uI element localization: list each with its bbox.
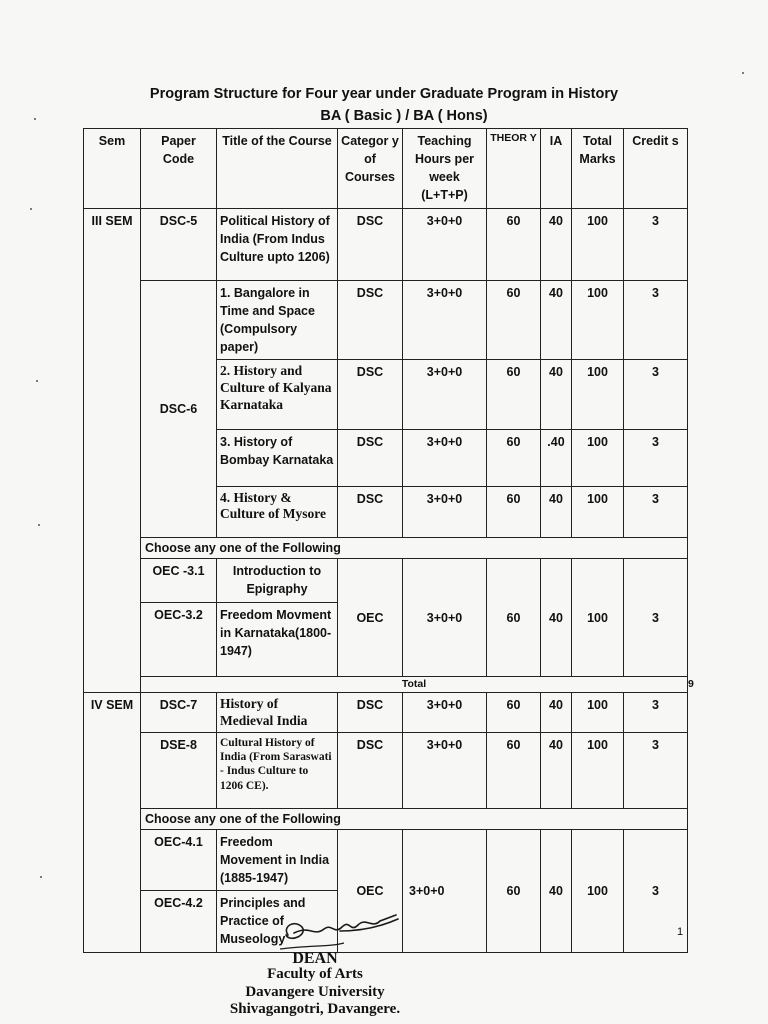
theory-marks: 60 <box>487 360 541 430</box>
ia-marks: 40 <box>541 487 572 538</box>
faculty-line: Faculty of Arts <box>267 966 363 982</box>
theory-marks: 60 <box>487 732 541 808</box>
credits: 3 <box>624 430 688 487</box>
scan-speck <box>742 72 744 74</box>
total-marks: 100 <box>572 559 624 677</box>
course-title: Introduction to Epigraphy <box>217 559 338 603</box>
credits: 3 <box>624 360 688 430</box>
theory-marks: 60 <box>487 693 541 732</box>
paper-code: OEC-4.2 <box>141 891 217 952</box>
credits: 3 <box>624 693 688 732</box>
course-title: Freedom Movement in India (1885-1947) <box>217 829 338 890</box>
course-title: Principles and Practice of Museology <box>217 891 338 952</box>
total-marks: 100 <box>572 208 624 280</box>
header-ia: IA <box>541 129 572 209</box>
theory-marks: 60 <box>487 280 541 360</box>
total-marks: 100 <box>572 430 624 487</box>
theory-marks: 60 <box>487 487 541 538</box>
category: DSC <box>338 487 403 538</box>
course-title: History of Medieval India <box>217 693 338 732</box>
teaching-hours: 3+0+0 <box>403 693 487 732</box>
paper-code: OEC-3.2 <box>141 603 217 677</box>
category: OEC <box>338 559 403 677</box>
table-row <box>84 208 688 280</box>
paper-code: DSC-5 <box>141 208 217 280</box>
ia-marks: .40 <box>541 430 572 487</box>
paper-code: OEC -3.1 <box>141 559 217 603</box>
theory-marks: 60 <box>487 208 541 280</box>
credits: 3 <box>624 559 688 677</box>
choose-note: Choose any one of the Following <box>141 808 688 829</box>
credits: 3 <box>624 487 688 538</box>
table-row <box>84 829 688 890</box>
teaching-hours: 3+0+0 <box>403 829 487 952</box>
ia-marks: 40 <box>541 829 572 952</box>
table-row <box>84 559 688 603</box>
total-row: Total 9 <box>84 677 688 693</box>
course-title: Cultural History of India (From Saraswati - Indus Culture to 1206 CE). <box>217 732 338 808</box>
paper-code: DSC-7 <box>141 693 217 732</box>
theory-marks: 60 <box>487 829 541 952</box>
credits: 3 <box>624 829 688 952</box>
teaching-hours: 3+0+0 <box>403 208 487 280</box>
program-structure-table <box>83 128 694 953</box>
ia-marks: 40 <box>541 732 572 808</box>
total-marks: 100 <box>572 693 624 732</box>
teaching-hours: 3+0+0 <box>403 280 487 360</box>
header-title: Title of the Course <box>217 129 338 209</box>
page-number: 1 <box>677 926 684 938</box>
category: DSC <box>338 430 403 487</box>
course-title: 1. Bangalore in Time and Space (Compulsory paper) <box>217 280 338 360</box>
document-title: Program Structure for Four year under Graduate Program in History <box>149 86 619 102</box>
header-theory: THEOR Y <box>487 129 541 209</box>
teaching-hours: 3+0+0 <box>403 732 487 808</box>
ia-marks: 40 <box>541 208 572 280</box>
dean-title: DEAN <box>292 950 338 967</box>
category: DSC <box>338 732 403 808</box>
total-marks: 100 <box>572 280 624 360</box>
choose-row <box>84 808 688 829</box>
total-marks: 100 <box>572 487 624 538</box>
credits: 3 <box>624 208 688 280</box>
scan-speck <box>40 876 42 878</box>
header-credits: Credit s <box>624 129 688 209</box>
paper-code: DSC-6 <box>141 280 217 538</box>
ia-marks: 40 <box>541 559 572 677</box>
document-subtitle: BA ( Basic ) / BA ( Hons) <box>320 108 488 124</box>
total-marks: 100 <box>572 360 624 430</box>
total-marks: 100 <box>572 829 624 952</box>
address-line: Shivagangotri, Davangere. <box>229 1001 401 1017</box>
paper-code: OEC-4.1 <box>141 829 217 890</box>
sem-3-cell: III SEM <box>84 208 141 693</box>
theory-marks: 60 <box>487 430 541 487</box>
teaching-hours: 3+0+0 <box>403 360 487 430</box>
category: OEC <box>338 829 403 952</box>
credits: 3 <box>624 732 688 808</box>
university-line: Davangere University <box>245 984 385 1000</box>
ia-marks: 40 <box>541 693 572 732</box>
table-row <box>84 732 688 808</box>
scan-speck <box>38 524 40 526</box>
course-title: 2. History and Culture of Kalyana Karnataka <box>217 360 338 430</box>
sem-4-cell: IV SEM <box>84 693 141 953</box>
scan-speck <box>30 208 32 210</box>
choose-row <box>84 538 688 559</box>
course-title: Political History of India (From Indus Culture upto 1206) <box>217 208 338 280</box>
teaching-hours: 3+0+0 <box>403 430 487 487</box>
header-sem: Sem <box>84 129 141 209</box>
ia-marks: 40 <box>541 360 572 430</box>
table-row <box>84 693 688 732</box>
paper-code: DSE-8 <box>141 732 217 808</box>
ia-marks: 40 <box>541 280 572 360</box>
header-teaching-hours: Teaching Hours per week (L+T+P) <box>403 129 487 209</box>
credits: 3 <box>624 280 688 360</box>
teaching-hours: 3+0+0 <box>403 487 487 538</box>
teaching-hours: 3+0+0 <box>403 559 487 677</box>
table-header-row <box>84 129 688 209</box>
header-total-marks: Total Marks <box>572 129 624 209</box>
header-category: Categor y of Courses <box>338 129 403 209</box>
category: DSC <box>338 280 403 360</box>
header-paper-code: Paper Code <box>141 129 217 209</box>
category: DSC <box>338 693 403 732</box>
course-title: 3. History of Bombay Karnataka <box>217 430 338 487</box>
total-label: Total <box>141 677 688 693</box>
category: DSC <box>338 208 403 280</box>
theory-marks: 60 <box>487 559 541 677</box>
scan-speck <box>36 380 38 382</box>
course-title: Freedom Movment in Karnataka(1800-1947) <box>217 603 338 677</box>
choose-note: Choose any one of the Following <box>141 538 688 559</box>
category: DSC <box>338 360 403 430</box>
total-marks: 100 <box>572 732 624 808</box>
signature-scribble <box>280 905 420 955</box>
table-row <box>84 280 688 360</box>
course-title: 4. History & Culture of Mysore <box>217 487 338 538</box>
scan-speck <box>34 118 36 120</box>
